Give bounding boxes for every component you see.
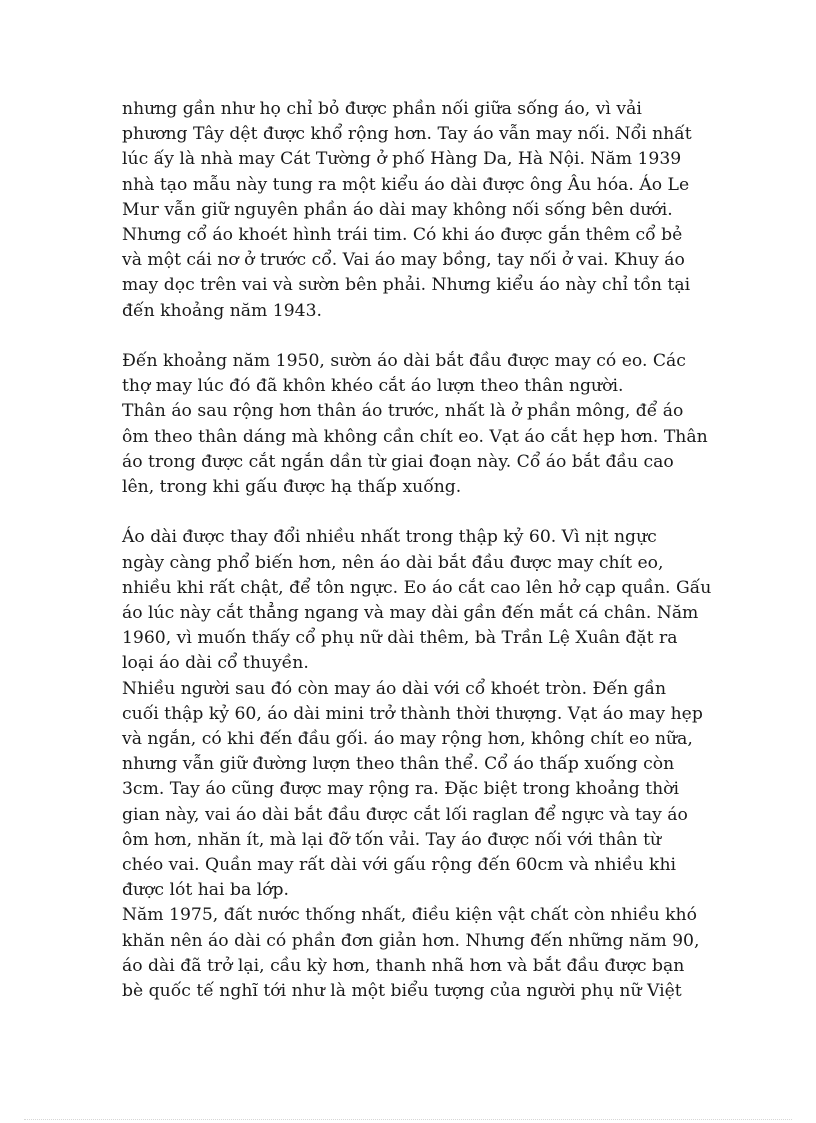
text-line: bè quốc tế nghĩ tới như là một biểu tượng của người phụ nữ Việt: [122, 981, 682, 1002]
text-line: thợ may lúc đó đã khôn khéo cắt áo lượn theo thân người.: [122, 376, 624, 397]
text-line: Áo dài được thay đổi nhiều nhất trong thập kỷ 60. Vì nịt ngực: [122, 527, 657, 548]
text-line: Đến khoảng năm 1950, sườn áo dài bắt đầu được may có eo. Các: [122, 351, 686, 372]
text-line: được lót hai ba lớp.: [122, 880, 290, 901]
paragraph-cat-tuong: [122, 97, 698, 324]
text-line: ôm theo thân dáng mà không cần chít eo. Vạt áo cắt hẹp hơn. Thân: [122, 426, 708, 447]
text-line: đến khoảng năm 1943.: [122, 300, 323, 321]
text-line: lên, trong khi gấu được hạ thấp xuống.: [122, 477, 462, 498]
text-line: loại áo dài cổ thuyền.: [122, 653, 309, 674]
text-line: 1960, vì muốn thấy cổ phụ nữ dài thêm, bà Trần Lệ Xuân đặt ra: [122, 628, 678, 649]
page-bottom-divider: [24, 1119, 792, 1120]
text-line: Nhiều người sau đó còn may áo dài với cổ khoét tròn. Đến gần: [122, 678, 667, 699]
text-line: chéo vai. Quần may rất dài với gấu rộng đến 60cm và nhiều khi: [122, 855, 677, 876]
text-line: và một cái nơ ở trước cổ. Vai áo may bồng, tay nối ở vai. Khuy áo: [122, 250, 685, 271]
text-line: 3cm. Tay áo cũng được may rộng ra. Đặc biệt trong khoảng thời: [122, 779, 680, 800]
text-line: Năm 1975, đất nước thống nhất, điều kiện vật chất còn nhiều khó: [122, 905, 697, 926]
text-line: nhưng gần như họ chỉ bỏ được phần nối giữa sống áo, vì vải: [122, 99, 642, 119]
text-line: Mur vẫn giữ nguyên phần áo dài may không nối sống bên dưới.: [122, 199, 673, 220]
text-line: ngày càng phổ biến hơn, nên áo dài bắt đầu được may chít eo,: [122, 552, 664, 573]
text-line: Nhưng cổ áo khoét hình trái tim. Có khi áo được gắn thêm cổ bẻ: [122, 225, 683, 246]
text-line: áo lúc này cắt thẳng ngang và may dài gần đến mắt cá chân. Năm: [122, 603, 699, 624]
text-line: Thân áo sau rộng hơn thân áo trước, nhất là ở phần mông, để áo: [122, 401, 684, 422]
text-line: may dọc trên vai và sườn bên phải. Nhưng kiểu áo này chỉ tồn tại: [122, 275, 691, 296]
text-line: áo trong được cắt ngắn dần từ giai đoạn này. Cổ áo bắt đầu cao: [122, 451, 674, 472]
paragraph-spacer: [122, 500, 698, 525]
text-line: lúc ấy là nhà may Cát Tường ở phố Hàng Da, Hà Nội. Năm 1939: [122, 149, 682, 170]
paragraph-1950: [122, 349, 708, 500]
text-line: cuối thập kỷ 60, áo dài mini trở thành thời thượng. Vạt áo may hẹp: [122, 703, 703, 724]
text-line: ôm hơn, nhăn ít, mà lại đỡ tốn vải. Tay áo được nối với thân từ: [122, 829, 662, 850]
text-line: khăn nên áo dài có phần đơn giản hơn. Nhưng đến những năm 90,: [122, 930, 700, 951]
text-line: áo dài đã trở lại, cầu kỳ hơn, thanh nhã hơn và bắt đầu được bạn: [122, 955, 685, 976]
text-line: và ngắn, có khi đến đầu gối. áo may rộng hơn, không chít eo nữa,: [122, 729, 693, 750]
paragraph-mini-ao-dai: [122, 677, 703, 904]
text-line: gian này, vai áo dài bắt đầu được cắt lối raglan để ngực và tay áo: [122, 804, 688, 825]
paragraph-1975: [122, 903, 698, 1004]
document-body: [122, 97, 712, 1004]
text-line: nhà tạo mẫu này tung ra một kiểu áo dài được ông Âu hóa. Áo Le: [122, 174, 690, 195]
text-line: phương Tây dệt được khổ rộng hơn. Tay áo vẫn may nối. Nổi nhất: [122, 124, 692, 145]
text-line: nhiều khi rất chật, để tôn ngực. Eo áo cắt cao lên hở cạp quần. Gấu: [122, 577, 712, 598]
paragraph-1960s: [122, 525, 712, 676]
text-line: nhưng vẫn giữ đường lượn theo thân thể. Cổ áo thấp xuống còn: [122, 754, 675, 775]
paragraph-spacer: [122, 324, 698, 349]
